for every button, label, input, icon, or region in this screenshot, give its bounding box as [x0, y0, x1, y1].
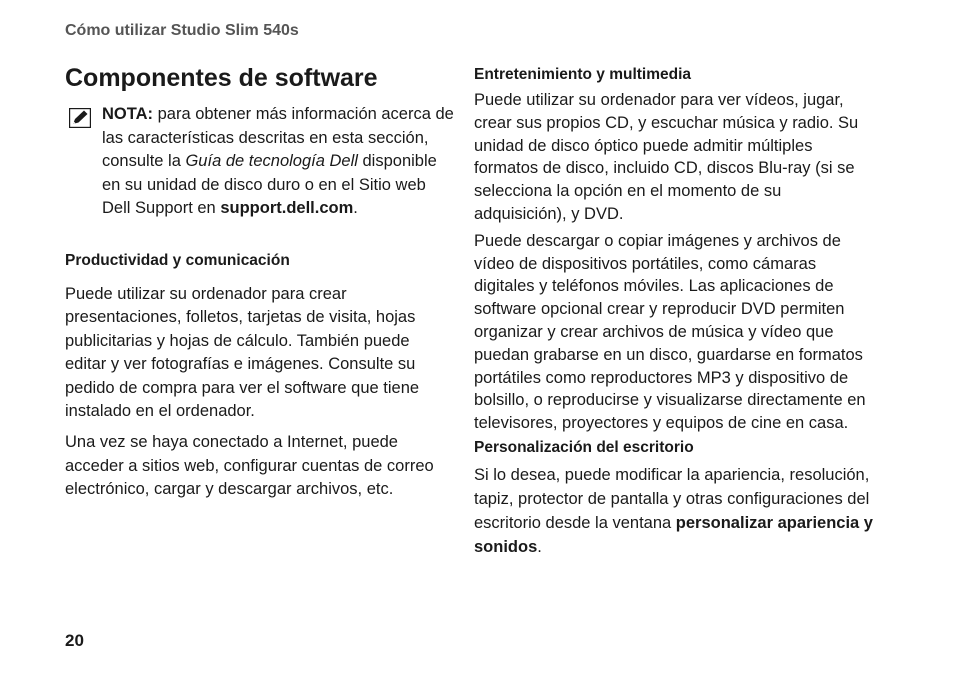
desktop-end: .: [537, 537, 542, 556]
note-text: [102, 103, 454, 221]
note-end: .: [353, 199, 358, 218]
page-number: 20: [65, 631, 84, 650]
desktop-text: Si lo desea, puede modificar la apariencia, resolución, tapiz, protector de pantalla y otras configuraciones del escritorio desde la ventana: [474, 465, 870, 532]
guide-title: Guía de tecnología Dell: [185, 152, 358, 171]
desktop-paragraph: [474, 463, 874, 559]
entertainment-paragraph-1: Puede utilizar su ordenador para ver vídeos, jugar, crear sus propios CD, y escuchar música y radio. Su unidad de disco óptico puede admitir múltiples formatos de disco, incluido CD, discos Blu-ray (si se selecciona la opción en el momento de su adquisición), y DVD.: [474, 91, 859, 223]
section-title: Componentes de software: [65, 64, 378, 92]
right-column: [474, 66, 874, 559]
pencil-note-icon: [69, 108, 91, 128]
support-link[interactable]: support.dell.com: [220, 199, 354, 218]
entertainment-paragraph-2: Puede descargar o copiar imágenes y archivos de vídeo de dispositivos portátiles, como cámaras digitales y teléfonos móviles. Las aplicaciones de software opcional crear y reproducir DVD permiten organizar y crear archivos de música y vídeo que puedan grabarse en un disco, guardarse en formatos portátiles como reproductores MP3 y dispositivo de bolsillo, o reproducirse y visualizarse directamente en televisores, proyectores y equipos de cine en casa.: [474, 231, 866, 433]
productivity-paragraph-2: Una vez se haya conectado a Internet, puede acceder a sitios web, configurar cuentas de correo electrónico, cargar y descargar archivos, etc.: [65, 433, 434, 499]
note-text-after: disponible en su unidad de disco duro o en el Sitio web Dell Support en: [102, 152, 437, 218]
desktop-heading: Personalización del escritorio: [474, 438, 694, 456]
note-text-before: para obtener más información acerca de las características descritas en esta sección, consulte la: [102, 105, 454, 171]
note-label: NOTA:: [102, 105, 154, 123]
productivity-paragraph-1: Puede utilizar su ordenador para crear presentaciones, folletos, tarjetas de visita, hojas publicitarias y hojas de cálculo. También puede editar y ver fotografías e imágenes. Consulte su pedido de compra para ver el software que tiene instalado en el ordenador.: [65, 285, 420, 421]
left-column: [65, 252, 455, 502]
running-head: Cómo utilizar Studio Slim 540s: [65, 22, 299, 39]
productivity-heading: Productividad y comunicación: [65, 252, 290, 269]
desktop-window-name: personalizar apariencia y sonidos: [474, 513, 873, 556]
entertainment-heading: Entretenimiento y multimedia: [474, 66, 692, 83]
